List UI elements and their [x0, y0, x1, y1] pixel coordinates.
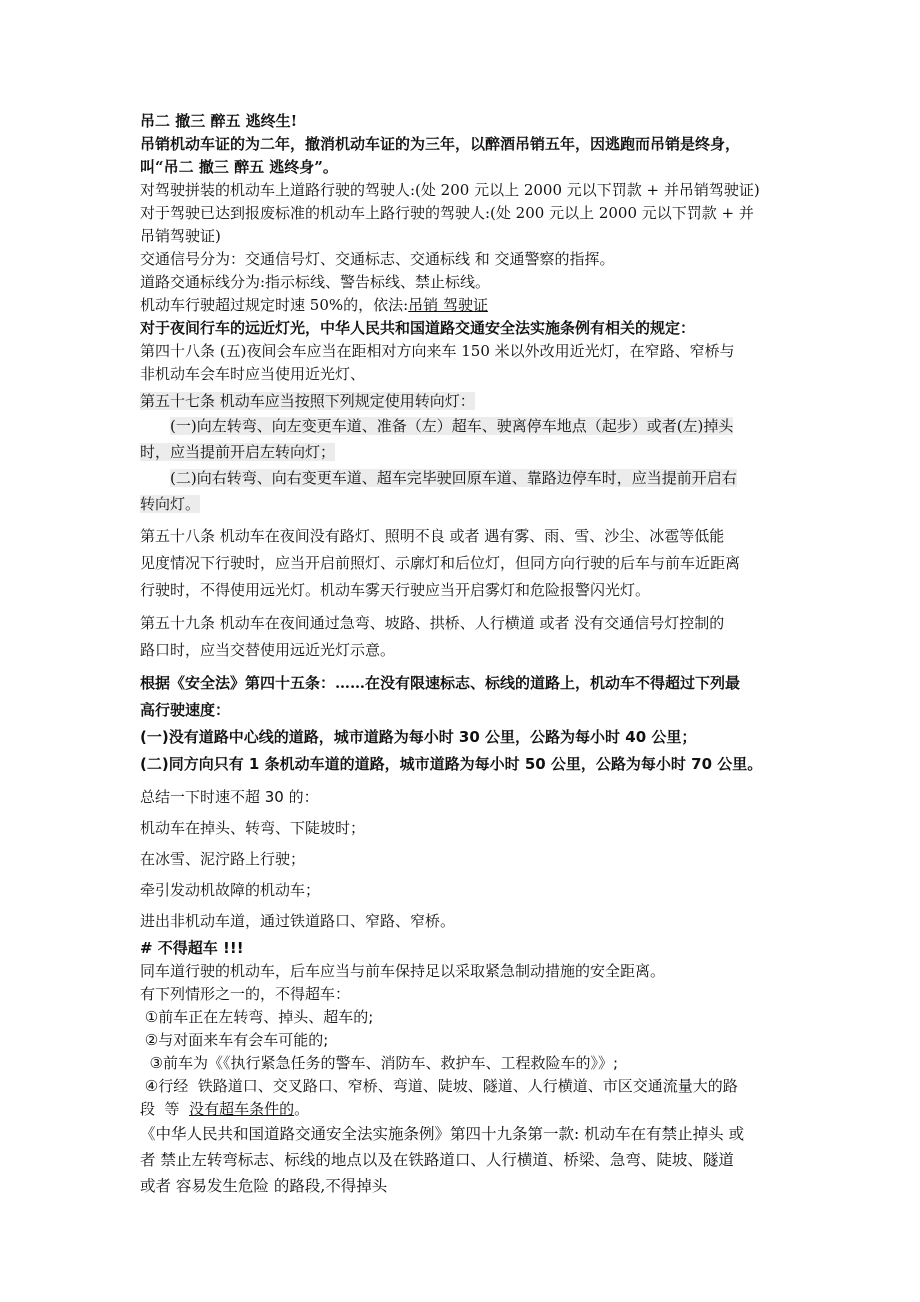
- article-57-item-2-text-2: 转向灯。: [140, 495, 201, 513]
- scrap-car-line-1: 对于驾驶已达到报废标准的机动车上路行驶的驾驶人:(处 200 元以上 2000 元以下罚款 + 并: [140, 204, 754, 222]
- document-page: [140, 110, 790, 1199]
- article-57-item-1-text: (一)向左转弯、向左变更车道、准备（左）超车、驶离停车地点（起步）或者(左)掉头: [170, 417, 734, 435]
- slow-case-1: 机动车在掉头、转弯、下陡坡时；: [140, 819, 366, 837]
- article-58-line-1: 第五十八条 机动车在夜间没有路灯、照明不良 或者 遇有雾、雨、雪、沙尘、冰雹等低能: [140, 527, 725, 545]
- article-57-item-2-line-1: [140, 465, 790, 491]
- intro-line-2: 叫“吊二 撤三 醉五 逃终身”。: [140, 158, 338, 176]
- article-57-item-1-text-2: 时，应当提前开启左转向灯；: [140, 443, 336, 461]
- overtake-intro: 有下列情形之一的，不得超车：: [140, 985, 351, 1003]
- overtake-case-3: ③前车为《《执行紧急任务的警车、消防车、救护车、工程救险车的》》;: [140, 1054, 619, 1072]
- speeding-penalty: 吊销 驾驶证: [408, 296, 488, 314]
- article-49-line-3: 或者 容易发生危险 的路段,不得掉头: [140, 1177, 388, 1195]
- lights-heading: 对于夜间行车的远近灯光，中华人民共和国道路交通安全法实施条例有相关的规定：: [140, 319, 696, 337]
- overtake-case-4-line-2: [140, 1098, 790, 1121]
- article-45-line-2: 高行驶速度：: [140, 701, 231, 719]
- scrap-car-line-2: 吊销驾驶证): [140, 227, 221, 245]
- slow-case-2: 在冰雪、泥泞路上行驶；: [140, 850, 306, 868]
- overtake-case-4-prefix: 段 等: [140, 1100, 190, 1118]
- article-49-line-2: 者 禁止左转弯标志、标线的地点以及在铁路道口、人行横道、桥梁、急弯、陡坡、隧道: [140, 1151, 734, 1169]
- article-58-line-3: 行驶时，不得使用远光灯。机动车雾天行驶应当开启雾灯和危险报警闪光灯。: [140, 581, 651, 599]
- overtake-case-4-line-1: ④行经 铁路道口、交叉路口、窄桥、弯道、陡坡、隧道、人行横道、市区交通流量大的路: [140, 1077, 738, 1095]
- title-line: 吊二 撤三 醉五 逃终生!: [140, 112, 298, 130]
- article-48-line-1: 第四十八条 (五)夜间会车应当在距相对方向来车 150 米以外改用近光灯，在窄路、窄桥与: [140, 342, 735, 360]
- road-markings: 道路交通标线分为:指示标线、警告标线、禁止标线。: [140, 273, 491, 291]
- summary-heading: 总结一下时速不超 30 的：: [140, 788, 319, 806]
- overtake-case-4-end: 。: [294, 1100, 310, 1118]
- overtake-case-2: ②与对面来车有会车可能的;: [140, 1031, 329, 1049]
- slow-case-4: 进出非机动车道，通过铁道路口、窄路、窄桥。: [140, 912, 456, 930]
- traffic-signals: 交通信号分为：交通信号灯、交通标志、交通标线 和 交通警察的指挥。: [140, 250, 615, 268]
- article-57-item-1-line-2: [140, 439, 790, 465]
- speeding-prefix: 机动车行驶超过规定时速 50%的，依法:: [140, 296, 409, 314]
- intro-line-1: 吊销机动车证的为二年，撤消机动车证的为三年，以醉酒吊销五年，因逃跑而吊销是终身，: [140, 135, 741, 153]
- assembled-car-penalty: 对驾驶拼装的机动车上道路行驶的驾驶人:(处 200 元以上 2000 元以下罚款 + 并吊销驾驶证): [140, 181, 760, 199]
- safe-distance: 同车道行驶的机动车，后车应当与前车保持足以采取紧急制动措施的安全距离。: [140, 962, 666, 980]
- article-57-item-1-line-1: [140, 413, 790, 439]
- article-58-line-2: 见度情况下行驶时，应当开启前照灯、示廓灯和后位灯，但同方向行驶的后车与前车近距离: [140, 554, 741, 572]
- article-59-line-1: 第五十九条 机动车在夜间通过急弯、坡路、拱桥、人行横道 或者 没有交通信号灯控制的: [140, 614, 725, 632]
- overtake-case-4-underlined: 没有超车条件的: [189, 1100, 295, 1118]
- article-57-item-2-text: (二)向右转弯、向右变更车道、超车完毕驶回原车道、靠路边停车时，应当提前开启右: [170, 469, 737, 487]
- article-49-line-1: 《中华人民共和国道路交通安全法实施条例》第四十九条第一款: 机动车在有禁止掉头 或: [140, 1125, 745, 1143]
- overtake-case-1: ①前车正在左转弯、掉头、超车的;: [140, 1008, 374, 1026]
- speed-limit-1: (一)没有道路中心线的道路，城市道路为每小时 30 公里，公路为每小时 40 公里；: [140, 728, 697, 746]
- article-48-line-2: 非机动车会车时应当使用近光灯、: [140, 365, 366, 383]
- slow-case-3: 牵引发动机故障的机动车；: [140, 881, 321, 899]
- speed-limit-2: (二)同方向只有 1 条机动车道的道路，城市道路为每小时 50 公里，公路为每小时 70 公里。: [140, 755, 763, 773]
- article-57-title: 第五十七条 机动车应当按照下列规定使用转向灯：: [140, 392, 475, 410]
- article-57-title-line: [140, 390, 790, 413]
- no-overtake-heading: # 不得超车 !!!: [140, 939, 244, 957]
- article-45-line-1: 根据《安全法》第四十五条：……在没有限速标志、标线的道路上，机动车不得超过下列最: [140, 674, 741, 692]
- article-57-item-2-line-2: [140, 491, 790, 517]
- article-59-line-2: 路口时，应当交替使用远近光灯示意。: [140, 641, 396, 659]
- speeding-penalty-line: [140, 294, 790, 317]
